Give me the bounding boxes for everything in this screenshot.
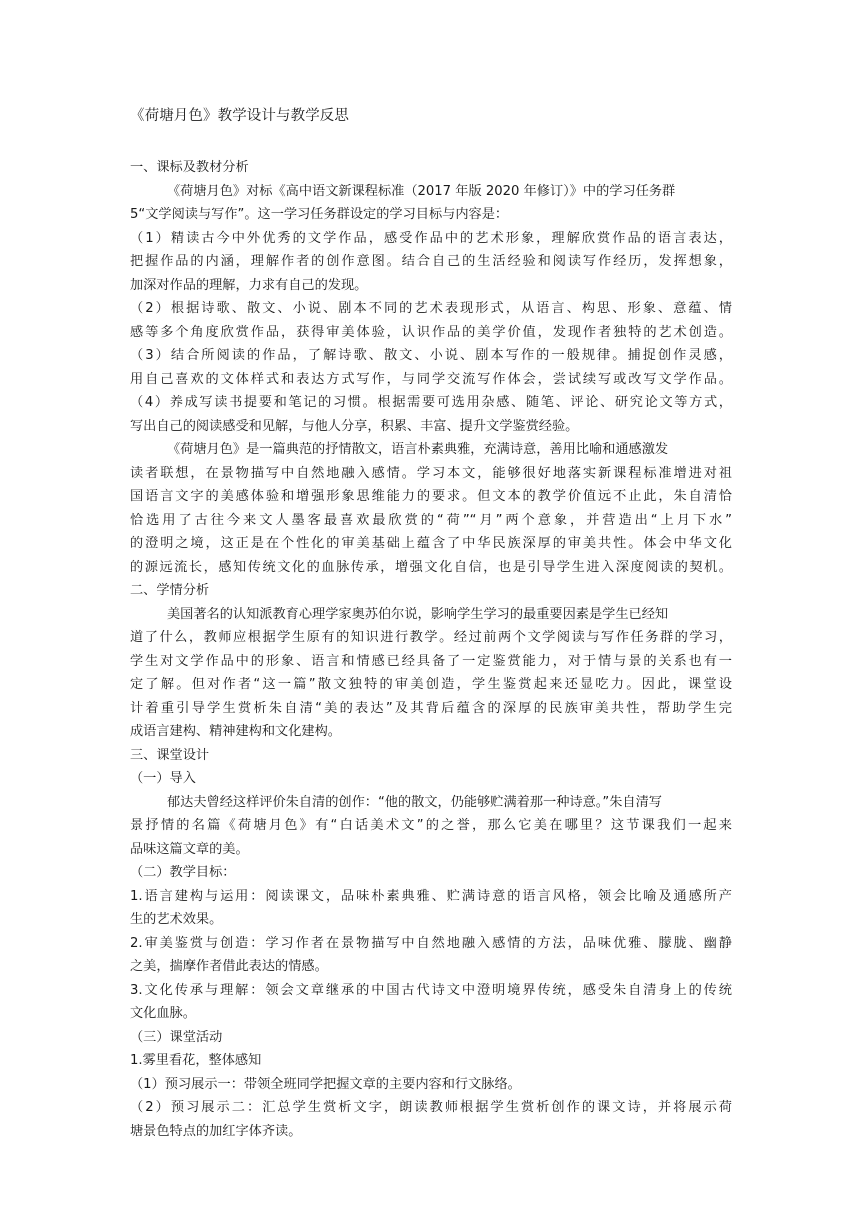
text-line: 定了解。但对作者“这一篇”散文独特的审美创造，学生鉴赏起来还显吃力。因此，课堂设	[130, 677, 732, 692]
text-line: 计着重引导学生赏析朱自清“美的表达”及其背后蕴含的深厚的民族审美共性，帮助学生完	[130, 700, 732, 716]
document-title: 《荷塘月色》教学设计与教学反思	[130, 108, 349, 124]
text-line: 写出自己的阅读感受和见解，与他人分享，积累、丰富、提升文学鉴赏经验。	[130, 418, 579, 434]
text-line: 的源远流长，感知传统文化的血脉传承，增强文化自信，也是引导学生进入深度阅读的契机。	[130, 559, 732, 575]
text-line: 景抒情的名篇《荷塘月色》有“白话美术文”的之誉，那么它美在哪里？这节课我们一起来	[130, 818, 732, 833]
document-body	[130, 156, 732, 1143]
text-line: 加深对作品的理解，力求有自己的发现。	[130, 277, 368, 293]
text-line: 生的艺术效果。	[130, 912, 223, 927]
section-heading: 一、课标及教材分析	[130, 160, 249, 175]
text-line: 成语言建构、精神建构和文化建构。	[130, 724, 341, 739]
text-line: 道了什么，教师应根据学生原有的知识进行教学。经过前两个文学阅读与写作任务群的学习，	[130, 630, 732, 645]
text-line: 1.语言建构与运用：阅读课文，品味朴素典雅、贮满诗意的语言风格，领会比喻及通感所产	[130, 888, 732, 904]
text-line: 用自己喜欢的文体样式和表达方式写作，与同学交流写作体会，尝试续写或改写文学作品。	[130, 371, 732, 387]
text-line: 感等多个角度欣赏作品，获得审美体验，认识作品的美学价值，发现作者独特的艺术创造。	[130, 324, 732, 340]
text-line: （4）养成写读书提要和笔记的习惯。根据需要可选用杂感、随笔、评论、研究论文等方式，	[130, 395, 732, 410]
text-line: 的澄明之境，这正是在个性化的审美基础上蕴含了中华民族深厚的审美共性。体会中华文化	[130, 536, 732, 551]
text-line: 2.审美鉴赏与创造：学习作者在景物描写中自然地融入感情的方法，品味优雅、朦胧、幽静	[130, 935, 732, 951]
text-line: 把握作品的内涵，理解作者的创作意图。结合自己的生活经验和阅读写作经历，发挥想象，	[130, 254, 732, 269]
text-line: 恰选用了古往今来文人墨客最喜欢最欣赏的“荷”“月”两个意象，并营造出“上月下水”	[130, 512, 732, 528]
text-line: （2）预习展示二：汇总学生赏析文字，朗读教师根据学生赏析创作的课文诗，并将展示荷	[130, 1100, 732, 1115]
text-line: （1）预习展示一：带领全班同学把握文章的主要内容和行文脉络。	[130, 1076, 521, 1092]
text-line: 郁达夫曾经这样评价朱自清的创作：“他的散文，仍能够贮满着那一种诗意。”朱自清写	[166, 794, 662, 810]
text-line: 品味这篇文章的美。	[130, 841, 249, 857]
text-line: 文化血脉。	[130, 1006, 196, 1021]
text-line: （三）课堂活动	[130, 1029, 223, 1045]
text-line: 塘景色特点的加红字体齐读。	[130, 1123, 302, 1139]
text-line: 学生对文学作品中的形象、语言和情感已经具备了一定鉴赏能力，对于情与景的关系也有一	[130, 653, 732, 669]
text-line: 3.文化传承与理解：领会文章继承的中国古代诗文中澄明境界传统，感受朱自清身上的传统	[130, 982, 732, 998]
section-heading: 三、课堂设计	[130, 747, 210, 763]
text-line: （二）教学目标：	[130, 865, 236, 880]
text-line: 5“文学阅读与写作”。这一学习任务群设定的学习目标与内容是：	[130, 207, 509, 222]
text-line: 之美，揣摩作者借此表达的情感。	[130, 959, 328, 974]
text-line: （一）导入	[130, 771, 196, 786]
text-line: 1.雾里看花，整体感知	[130, 1053, 262, 1068]
text-line: 《荷塘月色》是一篇典范的抒情散文，语言朴素典雅，充满诗意，善用比喻和通感激发	[166, 442, 669, 457]
text-line: （1）精读古今中外优秀的文学作品，感受作品中的艺术形象，理解欣赏作品的语言表达，	[130, 230, 732, 246]
document-page	[130, 105, 732, 1143]
text-line: 《荷塘月色》对标《高中语文新课程标准（2017 年版 2020 年修订）》中的学习任务群	[166, 183, 676, 199]
text-line: 读者联想，在景物描写中自然地融入感情。学习本文，能够很好地落实新课程标准增进对祖	[130, 465, 732, 481]
text-line: 国语言文字的美感体验和增强形象思维能力的要求。但文本的教学价值远不止此，朱自清恰	[130, 489, 732, 504]
text-line: （2）根据诗歌、散文、小说、剧本不同的艺术表现形式，从语言、构思、形象、意蕴、情	[130, 301, 732, 316]
section-heading: 二、学情分析	[130, 583, 210, 598]
text-line: 美国著名的认知派教育心理学家奥苏伯尔说，影响学生学习的最重要因素是学生已经知	[166, 606, 669, 622]
text-line: （3）结合所阅读的作品，了解诗歌、散文、小说、剧本写作的一般规律。捕捉创作灵感，	[130, 348, 732, 363]
